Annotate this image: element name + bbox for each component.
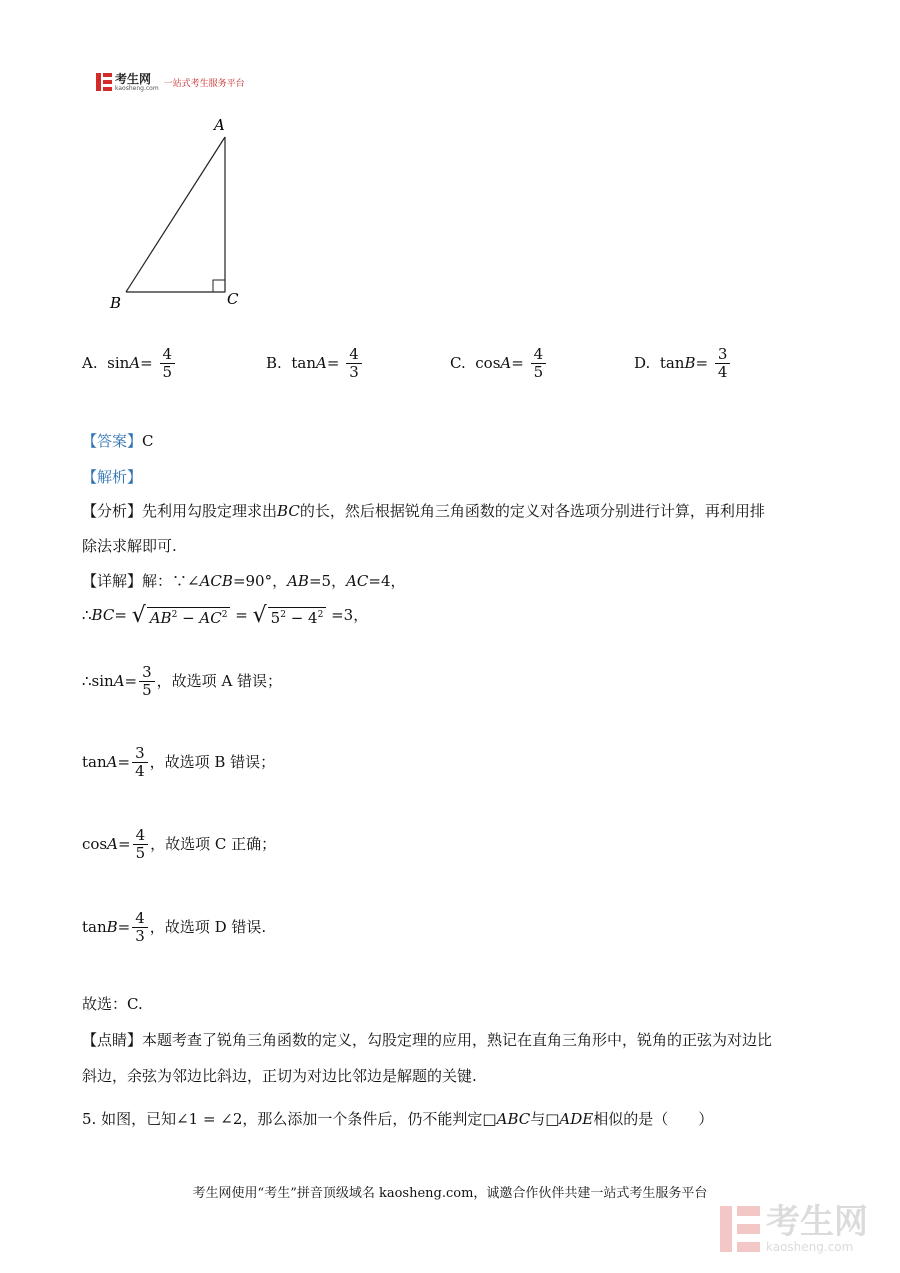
option-b-fraction: $\frac{4}{3}$ [346, 346, 362, 382]
vertex-label-a: A [214, 116, 225, 134]
detail-line: 【详解】解：∵∠ACB=90°，AB=5，AC=4， [82, 572, 406, 590]
analysis-line [82, 466, 142, 487]
watermark-mark-icon [720, 1206, 760, 1252]
footer-text: 考生网使用“考生”拼音顶级域名 kaosheng.com，诚邀合作伙伴共建一站式考生服务平台 [192, 1186, 708, 1201]
answer-line [82, 430, 154, 451]
step-cos-a: cosA= $\frac{4}{5}$ ，故选项 C 正确； [82, 826, 277, 863]
sqrt-ab-ac: √ $AB^2 - AC^2$ [132, 605, 231, 627]
watermark-domain: kaosheng.com [766, 1240, 854, 1254]
answer-value: C [142, 432, 154, 450]
side-ab [126, 137, 225, 292]
watermark-name: 考生网 [766, 1202, 868, 1242]
sqrt-5-4: √ $5^2 - 4^2$ [253, 605, 327, 627]
option-a-fraction: $\frac{4}{5}$ [160, 346, 176, 382]
option-b: B. tanA= $\frac{4}{3}$ [266, 346, 364, 382]
vertex-label-c: C [227, 290, 239, 308]
comment-line-1: 【点睛】本题考查了锐角三角函数的定义，勾股定理的应用，熟记在直角三角形中，锐角的正弦为对边比 [82, 1031, 773, 1049]
step-tan-a: tanA= $\frac{3}{4}$ ，故选项 B 错误； [82, 744, 276, 781]
comment-line-2: 斜边，余弦为邻边比斜边，正切为对边比邻边是解题的关键. [82, 1067, 477, 1085]
question-5: 5. 如图，已知∠1 = ∠2，那么添加一个条件后，仍不能判定□ABC与□ADE相似的是（ ） [82, 1110, 714, 1128]
choose-line: 故选：C. [82, 995, 143, 1013]
logo-domain: kaosheng.com [115, 84, 159, 92]
triangle-figure [100, 110, 260, 320]
step-tan-b: tanB= $\frac{4}{3}$ ，故选项 D 错误. [82, 909, 267, 946]
header-logo [96, 72, 245, 92]
option-a: A. sinA= $\frac{4}{5}$ [82, 346, 177, 382]
watermark-logo [720, 1202, 868, 1254]
option-c: C. cosA= $\frac{4}{5}$ [450, 346, 548, 382]
fenxi-line-2: 除法求解即可. [82, 537, 177, 555]
logo-mark-icon [96, 73, 112, 91]
option-c-fraction: $\frac{4}{5}$ [531, 346, 547, 382]
right-angle-mark [213, 280, 225, 292]
option-d: D. tanB= $\frac{3}{4}$ [634, 346, 732, 382]
logo-name: 考生网 [115, 71, 152, 86]
logo-slogan: 一站式考生服务平台 [163, 78, 245, 89]
vertex-label-b: B [110, 294, 122, 312]
analysis-label: 【解析】 [82, 468, 143, 486]
option-d-fraction: $\frac{3}{4}$ [715, 346, 731, 382]
step-sin-a: ∴sinA= $\frac{3}{5}$ ，故选项 A 错误； [82, 663, 283, 700]
fenxi-line-1: 【分析】先利用勾股定理求出BC的长，然后根据锐角三角函数的定义对各选项分别进行计算，再利用排 [82, 502, 765, 520]
answer-label: 【答案】 [82, 432, 143, 450]
bc-calc-line: ∴BC= √ $AB^2 - AC^2$ = √ $5^2 - 4^2$ =3， [82, 603, 369, 628]
